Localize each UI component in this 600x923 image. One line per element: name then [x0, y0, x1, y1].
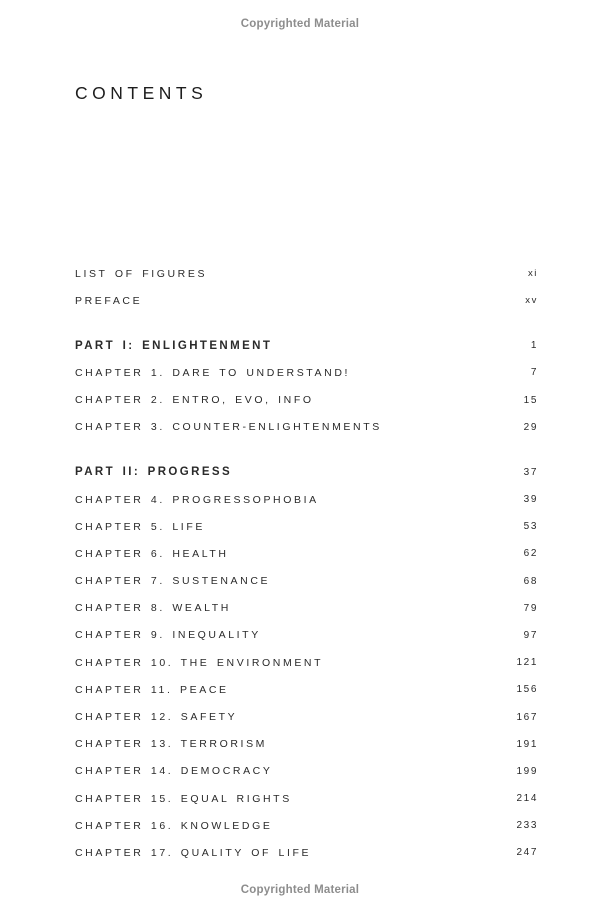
copyright-watermark-bottom: Copyrighted Material — [240, 884, 360, 896]
toc-entry-label: PART II: PROGRESS — [75, 466, 233, 479]
toc-entry-row — [75, 540, 538, 567]
toc-entry-page-number: 247 — [516, 847, 538, 859]
toc-entry-label: CHAPTER 12. SAFETY — [75, 711, 238, 723]
toc-entry-row — [75, 513, 538, 540]
toc-entry-page-number: 191 — [516, 738, 538, 750]
toc-entry-label: CHAPTER 8. WEALTH — [75, 602, 231, 615]
toc-entry-page-number: 37 — [523, 466, 538, 478]
toc-entry-row — [75, 758, 538, 785]
toc-entry-page-number: 199 — [516, 765, 538, 777]
toc-entry-page-number: 39 — [523, 494, 538, 505]
toc-entry-label: CHAPTER 16. KNOWLEDGE — [75, 819, 273, 832]
toc-entry-row — [75, 622, 538, 649]
toc-entry-page-number: 233 — [516, 820, 538, 832]
toc-entry-label: CHAPTER 5. LIFE — [75, 520, 205, 533]
toc-entry-label: CHAPTER 3. COUNTER-ENLIGHTENMENTS — [75, 421, 382, 434]
toc-entry-page-number: 167 — [516, 711, 538, 723]
toc-entry-page-number: 1 — [530, 340, 538, 352]
toc-entry-page-number: xv — [525, 295, 538, 307]
toc-entry-label: CHAPTER 9. INEQUALITY — [75, 629, 261, 642]
toc-entry-row — [75, 703, 538, 730]
toc-entry-row — [75, 414, 538, 441]
toc-entry-label: CHAPTER 1. DARE TO UNDERSTAND! — [75, 366, 351, 379]
toc-entry-row — [75, 486, 538, 513]
toc-entry-row — [75, 387, 538, 414]
toc-part-row — [75, 459, 538, 486]
toc-entry-label: CHAPTER 7. SUSTENANCE — [75, 575, 271, 588]
toc-entry-page-number: 97 — [523, 629, 538, 641]
toc-entry-label: CHAPTER 10. THE ENVIRONMENT — [75, 656, 324, 669]
toc-entry-page-number: 15 — [523, 394, 538, 406]
toc-entry-label: CHAPTER 4. PROGRESSOPHOBIA — [75, 493, 319, 506]
toc-entry-page-number: 68 — [523, 575, 538, 587]
toc-entry-row — [75, 287, 538, 314]
toc-entry-page-number: xi — [527, 268, 538, 280]
toc-entry-row — [75, 731, 538, 758]
toc-entry-page-number: 214 — [516, 793, 538, 805]
toc-entry-row — [75, 785, 538, 812]
toc-entry-label: PREFACE — [75, 294, 143, 307]
toc-entry-label: PART I: ENLIGHTENMENT — [75, 339, 273, 352]
toc-entry-row — [75, 567, 538, 594]
toc-entry-label: CHAPTER 13. TERRORISM — [75, 738, 268, 751]
page-title: CONTENTS — [75, 83, 208, 103]
toc-entry-label: CHAPTER 17. QUALITY OF LIFE — [75, 846, 312, 859]
copyright-watermark-top: Copyrighted Material — [240, 18, 360, 30]
toc-entry-row — [75, 359, 538, 386]
toc-entry-page-number: 156 — [516, 684, 538, 696]
toc-entry-page-number: 79 — [523, 602, 538, 614]
toc-entry-page-number: 62 — [523, 548, 538, 560]
toc-entry-row — [75, 649, 538, 676]
toc-entry-row — [75, 812, 538, 839]
toc-entry-page-number: 53 — [523, 521, 538, 533]
toc-entry-row — [75, 595, 538, 622]
toc-entry-page-number: 29 — [523, 421, 538, 433]
toc-entry-label: CHAPTER 2. ENTRO, EVO, INFO — [75, 394, 314, 407]
toc-entry-row — [75, 676, 538, 703]
toc-entry-label: LIST OF FIGURES — [75, 267, 208, 280]
toc-entry-page-number: 7 — [530, 367, 538, 379]
toc-entry-label: CHAPTER 14. DEMOCRACY — [75, 765, 273, 778]
toc-entry-label: CHAPTER 11. PEACE — [75, 683, 229, 696]
toc-part-row — [75, 332, 538, 359]
toc-entry-row — [75, 260, 538, 287]
toc-entry-label: CHAPTER 15. EQUAL RIGHTS — [75, 792, 292, 805]
toc-entry-row — [75, 839, 538, 866]
toc-entry-label: CHAPTER 6. HEALTH — [75, 547, 229, 560]
table-of-contents — [75, 260, 538, 867]
toc-entry-page-number: 121 — [516, 657, 538, 669]
